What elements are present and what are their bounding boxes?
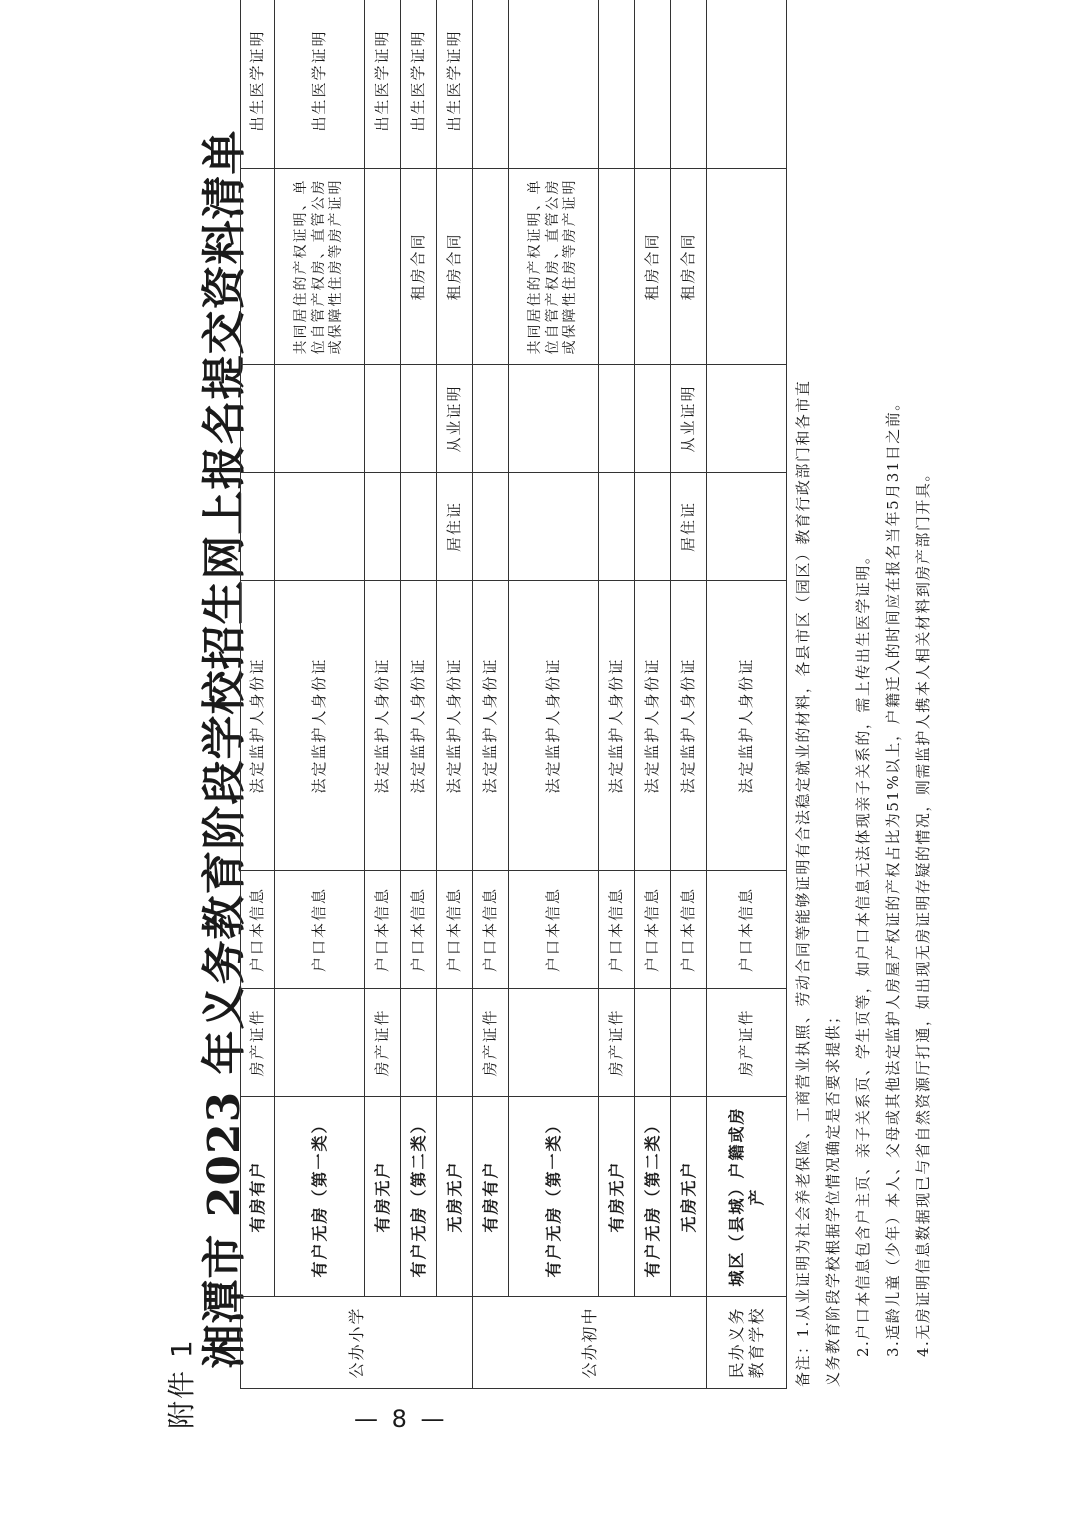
birth-cert-cell xyxy=(635,0,671,169)
hukou-cell: 户口本信息 xyxy=(241,871,275,989)
property-doc-cell xyxy=(635,989,671,1097)
property-doc-cell: 房产证件 xyxy=(707,989,787,1097)
row-type: 城区（县城）户籍或房产 xyxy=(707,1097,787,1297)
employment-proof-cell: 从业证明 xyxy=(671,365,707,473)
hukou-cell: 户口本信息 xyxy=(509,871,599,989)
housing-proof-cell: 租房合同 xyxy=(401,169,437,365)
birth-cert-cell: 出生医学证明 xyxy=(275,0,365,169)
birth-cert-cell: 出生医学证明 xyxy=(437,0,473,169)
hukou-cell: 户口本信息 xyxy=(437,871,473,989)
employment-proof-cell xyxy=(473,365,509,473)
housing-proof-cell: 租房合同 xyxy=(671,169,707,365)
employment-proof-cell xyxy=(275,365,365,473)
housing-proof-cell: 共同居住的产权证明、单位自管产权房、直管公房或保障性住房等房产证明 xyxy=(275,169,365,365)
row-type: 有户无房（第一类） xyxy=(275,1097,365,1297)
birth-cert-cell xyxy=(671,0,707,169)
employment-proof-cell: 从业证明 xyxy=(437,365,473,473)
birth-cert-cell: 出生医学证明 xyxy=(241,0,275,169)
residence-permit-cell xyxy=(599,473,635,581)
hukou-cell: 户口本信息 xyxy=(671,871,707,989)
residence-permit-cell: 居住证 xyxy=(437,473,473,581)
category-private: 民办义务教育学校 xyxy=(707,1297,787,1389)
birth-cert-cell xyxy=(599,0,635,169)
hukou-cell: 户口本信息 xyxy=(365,871,401,989)
page-title: 湘潭市 2023 年义务教育阶段学校招生网上报名提交资料清单 xyxy=(199,129,250,1369)
table-row xyxy=(509,0,599,1389)
note-line: 2.户口本信息包含户主页、亲子关系页、学生页等，如户口本信息无法体现亲子关系的，需上传出生医学证明。 xyxy=(854,547,872,1357)
row-type: 有房无户 xyxy=(599,1097,635,1297)
category-middle: 公办初中 xyxy=(473,1297,707,1389)
employment-proof-cell xyxy=(707,365,787,473)
property-doc-cell xyxy=(509,989,599,1097)
note-line: 义务教育阶段学校根据学位情况确定是否要求提供； xyxy=(824,1007,842,1387)
birth-cert-cell xyxy=(707,0,787,169)
birth-cert-cell xyxy=(509,0,599,169)
property-doc-cell: 房产证件 xyxy=(473,989,509,1097)
guardian-id-cell: 法定监护人身份证 xyxy=(437,581,473,871)
housing-proof-cell xyxy=(599,169,635,365)
attachment-label: 附件 1 xyxy=(165,1338,198,1429)
employment-proof-cell xyxy=(241,365,275,473)
hukou-cell: 户口本信息 xyxy=(707,871,787,989)
row-type: 有户无房（第二类） xyxy=(401,1097,437,1297)
category-primary: 公办小学 xyxy=(241,1297,473,1389)
guardian-id-cell: 法定监护人身份证 xyxy=(473,581,509,871)
row-type: 有房无户 xyxy=(365,1097,401,1297)
employment-proof-cell xyxy=(365,365,401,473)
note-line: 4.无房证明信息数据现已与省自然资源厅打通，如出现无房证明存疑的情况，则需监护人携本人相关材料到房产部门开具。 xyxy=(914,465,932,1357)
employment-proof-cell xyxy=(599,365,635,473)
residence-permit-cell xyxy=(401,473,437,581)
row-type: 有户无房（第二类） xyxy=(635,1097,671,1297)
table-row xyxy=(599,0,635,1389)
row-type: 无房无户 xyxy=(671,1097,707,1297)
property-doc-cell xyxy=(401,989,437,1097)
table-row xyxy=(635,0,671,1389)
housing-proof-cell xyxy=(365,169,401,365)
housing-proof-cell: 租房合同 xyxy=(635,169,671,365)
property-doc-cell: 房产证件 xyxy=(365,989,401,1097)
housing-proof-cell: 共同居住的产权证明、单位自管产权房、直管公房或保障性住房等房产证明 xyxy=(509,169,599,365)
note-line: 3.适龄儿童（少年）本人、父母或其他法定监护人房屋产权证的产权占比为51%以上，户籍迁入的时间应在报名当年5月31日之前。 xyxy=(884,394,902,1357)
property-doc-cell xyxy=(671,989,707,1097)
hukou-cell: 户口本信息 xyxy=(635,871,671,989)
guardian-id-cell: 法定监护人身份证 xyxy=(275,581,365,871)
row-type: 有房有户 xyxy=(473,1097,509,1297)
employment-proof-cell xyxy=(401,365,437,473)
birth-cert-cell xyxy=(473,0,509,169)
property-doc-cell: 房产证件 xyxy=(241,989,275,1097)
hukou-cell: 户口本信息 xyxy=(275,871,365,989)
table-row xyxy=(473,0,509,1389)
row-type: 有房有户 xyxy=(241,1097,275,1297)
hukou-cell: 户口本信息 xyxy=(473,871,509,989)
row-type: 有户无房（第一类） xyxy=(509,1097,599,1297)
table-row xyxy=(401,0,437,1389)
residence-permit-cell xyxy=(635,473,671,581)
hukou-cell: 户口本信息 xyxy=(401,871,437,989)
hukou-cell: 户口本信息 xyxy=(599,871,635,989)
guardian-id-cell: 法定监护人身份证 xyxy=(635,581,671,871)
residence-permit-cell: 居住证 xyxy=(671,473,707,581)
housing-proof-cell xyxy=(707,169,787,365)
residence-permit-cell xyxy=(365,473,401,581)
residence-permit-cell xyxy=(473,473,509,581)
table-row xyxy=(671,0,707,1389)
guardian-id-cell: 法定监护人身份证 xyxy=(671,581,707,871)
guardian-id-cell: 法定监护人身份证 xyxy=(401,581,437,871)
table-row xyxy=(365,0,401,1389)
guardian-id-cell: 法定监护人身份证 xyxy=(241,581,275,871)
housing-proof-cell: 租房合同 xyxy=(437,169,473,365)
materials-table xyxy=(240,0,787,1389)
birth-cert-cell: 出生医学证明 xyxy=(365,0,401,169)
employment-proof-cell xyxy=(509,365,599,473)
table-row xyxy=(241,0,275,1389)
note-line: 备注：1.从业证明为社会养老保险、工商营业执照、劳动合同等能够证明有合法稳定就业的材料，各县市区（园区）教育行政部门和各市直 xyxy=(794,379,812,1387)
residence-permit-cell xyxy=(707,473,787,581)
housing-proof-cell xyxy=(473,169,509,365)
residence-permit-cell xyxy=(241,473,275,581)
birth-cert-cell: 出生医学证明 xyxy=(401,0,437,169)
guardian-id-cell: 法定监护人身份证 xyxy=(509,581,599,871)
guardian-id-cell: 法定监护人身份证 xyxy=(365,581,401,871)
row-type: 无房无户 xyxy=(437,1097,473,1297)
employment-proof-cell xyxy=(635,365,671,473)
notes xyxy=(788,87,938,1387)
guardian-id-cell: 法定监护人身份证 xyxy=(599,581,635,871)
guardian-id-cell: 法定监护人身份证 xyxy=(707,581,787,871)
property-doc-cell xyxy=(437,989,473,1097)
property-doc-cell xyxy=(275,989,365,1097)
page-number: — 8 — xyxy=(354,1405,448,1433)
housing-proof-cell xyxy=(241,169,275,365)
table-row xyxy=(437,0,473,1389)
property-doc-cell: 房产证件 xyxy=(599,989,635,1097)
residence-permit-cell xyxy=(509,473,599,581)
residence-permit-cell xyxy=(275,473,365,581)
table-row xyxy=(707,0,787,1389)
table-row xyxy=(275,0,365,1389)
